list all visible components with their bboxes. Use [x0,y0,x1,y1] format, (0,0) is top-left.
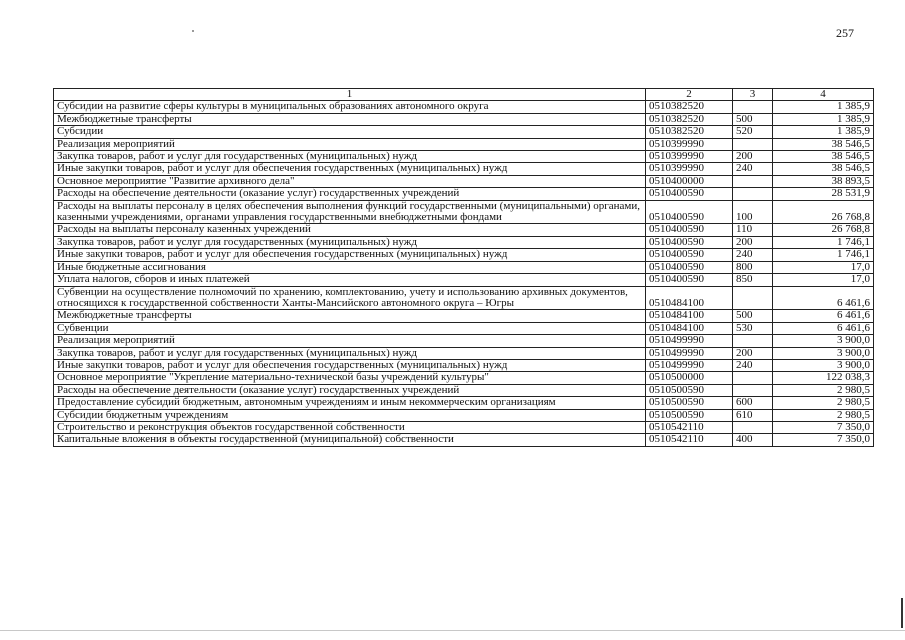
row-sum-cell: 1 746,1 [773,236,874,248]
row-sum-cell: 6 461,6 [773,322,874,334]
table-row [54,372,874,384]
header-vr-col: 3 [733,89,773,101]
row-name-cell: Расходы на выплаты персоналу казенных учреждений [54,224,646,236]
row-code-cell: 0510400000 [646,175,733,187]
row-sum-cell: 3 900,0 [773,347,874,359]
page-number: 257 [836,26,854,40]
row-code-cell: 0510400590 [646,188,733,200]
row-name-cell: Субсидии на развитие сферы культуры в муниципальных образованиях автономного округа [54,101,646,113]
row-vr-cell: 530 [733,322,773,334]
row-vr-cell: 240 [733,249,773,261]
row-sum-cell: 17,0 [773,274,874,286]
row-sum-cell: 26 768,8 [773,224,874,236]
header-row [54,89,874,101]
row-vr-cell: 500 [733,310,773,322]
row-vr-cell: 520 [733,126,773,138]
row-name-cell: Субсидии [54,126,646,138]
row-vr-cell: 500 [733,113,773,125]
row-code-cell: 0510382520 [646,113,733,125]
row-sum-cell: 38 546,5 [773,138,874,150]
scan-edge-line [901,598,903,628]
table-row [54,151,874,163]
table-row [54,126,874,138]
table-row [54,188,874,200]
header-code-col: 2 [646,89,733,101]
row-vr-cell: 200 [733,236,773,248]
row-name-cell: Капитальные вложения в объекты государственной (муниципальной) собственности [54,434,646,446]
row-vr-cell [733,384,773,396]
table-row [54,384,874,396]
row-sum-cell: 1 385,9 [773,126,874,138]
row-code-cell: 0510500000 [646,372,733,384]
table-row [54,347,874,359]
row-name-cell: Субвенции на осуществление полномочий по хранению, комплектованию, учету и использованию архивных документов, относящихся к государственной собственности Ханты-Мансийского автономного округа – Югры [54,286,646,310]
row-sum-cell: 28 531,9 [773,188,874,200]
budget-table [53,88,874,447]
row-code-cell: 0510484100 [646,286,733,310]
row-vr-cell: 800 [733,261,773,273]
row-name-cell: Иные закупки товаров, работ и услуг для обеспечения государственных (муниципальных) нужд [54,249,646,261]
row-sum-cell: 122 038,3 [773,372,874,384]
table-row [54,359,874,371]
row-code-cell: 0510484100 [646,310,733,322]
row-name-cell: Расходы на обеспечение деятельности (оказание услуг) государственных учреждений [54,384,646,396]
table-row [54,236,874,248]
row-code-cell: 0510400590 [646,224,733,236]
row-code-cell: 0510382520 [646,126,733,138]
row-code-cell: 0510499990 [646,359,733,371]
row-vr-cell [733,188,773,200]
table-row [54,200,874,224]
row-sum-cell: 2 980,5 [773,397,874,409]
row-code-cell: 0510400590 [646,274,733,286]
row-sum-cell: 6 461,6 [773,310,874,322]
table-row [54,175,874,187]
row-name-cell: Субвенции [54,322,646,334]
row-vr-cell: 240 [733,359,773,371]
row-vr-cell: 200 [733,151,773,163]
row-name-cell: Расходы на обеспечение деятельности (оказание услуг) государственных учреждений [54,188,646,200]
row-name-cell: Расходы на выплаты персоналу в целях обеспечения выполнения функций государственными (муниципальными) органами, казенными учреждениями, органами управления государственными внебюджетными фондами [54,200,646,224]
row-sum-cell: 2 980,5 [773,384,874,396]
row-code-cell: 0510400590 [646,236,733,248]
row-code-cell: 0510400590 [646,261,733,273]
row-sum-cell: 3 900,0 [773,359,874,371]
row-vr-cell [733,138,773,150]
row-name-cell: Межбюджетные трансферты [54,310,646,322]
row-name-cell: Реализация мероприятий [54,335,646,347]
row-name-cell: Предоставление субсидий бюджетным, автономным учреждениям и иным некоммерческим организациям [54,397,646,409]
row-code-cell: 0510400590 [646,200,733,224]
table-row [54,113,874,125]
row-code-cell: 0510399990 [646,138,733,150]
row-name-cell: Иные бюджетные ассигнования [54,261,646,273]
table-row [54,249,874,261]
row-name-cell: Закупка товаров, работ и услуг для государственных (муниципальных) нужд [54,347,646,359]
table-row [54,434,874,446]
row-vr-cell: 600 [733,397,773,409]
row-name-cell: Строительство и реконструкция объектов государственной собственности [54,421,646,433]
table-row [54,274,874,286]
row-name-cell: Реализация мероприятий [54,138,646,150]
row-name-cell: Закупка товаров, работ и услуг для государственных (муниципальных) нужд [54,236,646,248]
row-code-cell: 0510499990 [646,335,733,347]
row-name-cell: Иные закупки товаров, работ и услуг для обеспечения государственных (муниципальных) нужд [54,359,646,371]
scan-bottom-line [0,630,905,631]
row-vr-cell [733,335,773,347]
row-sum-cell: 26 768,8 [773,200,874,224]
row-vr-cell: 400 [733,434,773,446]
row-sum-cell: 38 546,5 [773,151,874,163]
row-sum-cell: 1 385,9 [773,113,874,125]
row-code-cell: 0510484100 [646,322,733,334]
row-name-cell: Субсидии бюджетным учреждениям [54,409,646,421]
row-vr-cell [733,175,773,187]
row-vr-cell [733,372,773,384]
table-row [54,421,874,433]
row-code-cell: 0510500590 [646,397,733,409]
row-code-cell: 0510499990 [646,347,733,359]
row-sum-cell: 3 900,0 [773,335,874,347]
row-name-cell: Основное мероприятие "Развитие архивного дела" [54,175,646,187]
row-vr-cell: 850 [733,274,773,286]
scan-mark [192,30,194,32]
row-name-cell: Иные закупки товаров, работ и услуг для обеспечения государственных (муниципальных) нужд [54,163,646,175]
row-code-cell: 0510500590 [646,384,733,396]
row-sum-cell: 1 385,9 [773,101,874,113]
row-sum-cell: 2 980,5 [773,409,874,421]
row-vr-cell: 200 [733,347,773,359]
row-vr-cell: 610 [733,409,773,421]
table-row [54,409,874,421]
row-code-cell: 0510500590 [646,409,733,421]
table-row [54,335,874,347]
table-row [54,286,874,310]
table-row [54,397,874,409]
row-code-cell: 0510542110 [646,434,733,446]
row-sum-cell: 6 461,6 [773,286,874,310]
table-row [54,310,874,322]
row-code-cell: 0510399990 [646,151,733,163]
header-sum-col: 4 [773,89,874,101]
table-row [54,322,874,334]
row-vr-cell: 100 [733,200,773,224]
row-vr-cell [733,101,773,113]
row-code-cell: 0510542110 [646,421,733,433]
row-vr-cell [733,421,773,433]
row-code-cell: 0510382520 [646,101,733,113]
row-code-cell: 0510400590 [646,249,733,261]
row-sum-cell: 38 546,5 [773,163,874,175]
row-name-cell: Основное мероприятие "Укрепление материально-технической базы учреждений культуры" [54,372,646,384]
row-name-cell: Уплата налогов, сборов и иных платежей [54,274,646,286]
table-row [54,101,874,113]
row-name-cell: Закупка товаров, работ и услуг для государственных (муниципальных) нужд [54,151,646,163]
row-sum-cell: 38 893,5 [773,175,874,187]
row-vr-cell: 240 [733,163,773,175]
row-vr-cell: 110 [733,224,773,236]
table-row [54,224,874,236]
row-sum-cell: 17,0 [773,261,874,273]
row-code-cell: 0510399990 [646,163,733,175]
table-row [54,163,874,175]
header-name-col: 1 [54,89,646,101]
table-row [54,138,874,150]
row-sum-cell: 7 350,0 [773,434,874,446]
table-row [54,261,874,273]
row-vr-cell [733,286,773,310]
row-sum-cell: 1 746,1 [773,249,874,261]
row-name-cell: Межбюджетные трансферты [54,113,646,125]
row-sum-cell: 7 350,0 [773,421,874,433]
